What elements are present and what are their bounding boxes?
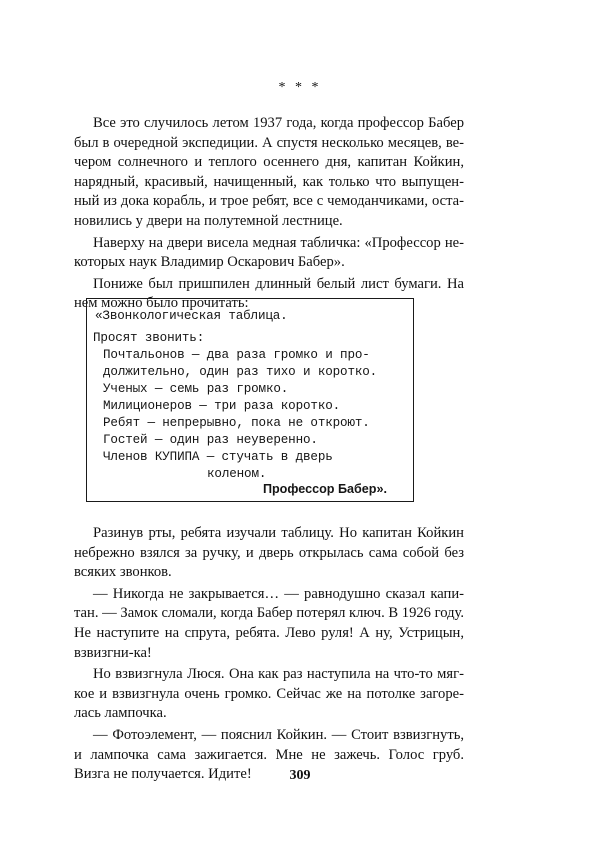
notice-line: коленом. [207, 467, 267, 481]
paragraph: Но взвизгнула Люся. Она как раз наступила на что-то мягкое и взвизгнула очень громко. Сейчас же на потолке загорелась лампочка. [74, 666, 464, 722]
paragraph: Разинув рты, ребята изучали таблицу. Но капитан Койкин небрежно взялся за ручку, и дверь открылась сама собой без всяких звонков. [74, 525, 464, 581]
text-block-top [74, 114, 464, 314]
notice-line: должительно, один раз тихо и коротко. [103, 365, 378, 379]
paragraph: Все это случилось летом 1937 года, когда профессор Бабер был в очередной экспедиции. А спустя несколько месяцев, вечером солнечного и теплого осеннего дня, капитан Койкин, нарядный, красивый, начищенный, как только что выпущенный из дока корабль, и трое ребят, все с чемоданчиками, остановились у двери на полутемной лестнице. [74, 115, 464, 229]
notice-line: Ребят — непрерывно, пока не откроют. [103, 416, 370, 430]
paragraph: Наверху на двери висела медная табличка: «Профессор некоторых наук Владимир Оскарович Бабер». [74, 234, 464, 271]
doorbell-notice [86, 298, 414, 502]
paragraph: Пониже был пришпилен длинный белый лист бумаги. На нем можно было прочитать: [74, 275, 464, 312]
section-separator: * * * [278, 80, 322, 95]
notice-line: Милиционеров — три раза коротко. [103, 399, 341, 413]
notice-line: Членов КУПИПА — стучать в дверь [103, 450, 333, 464]
paragraph: — Фотоэлемент, — пояснил Койкин. — Стоит взвизгнуть, и лампочка сама зажигается. Мне не зажечь. Голос груб. Визга не получается. Идите! [74, 726, 464, 783]
notice-signature: Профессор Бабер». [262, 482, 387, 496]
notice-line: Почтальонов — два раза громко и про- [103, 348, 370, 362]
notice-title: «Звонкологическая таблица. [95, 309, 288, 323]
text-block-bottom [74, 524, 464, 785]
page-number: 309 [289, 768, 311, 783]
notice-line: Ученых — семь раз громко. [103, 382, 289, 396]
notice-line: Гостей — один раз неуверенно. [103, 433, 318, 447]
paragraph: — Никогда не закрывается… — равнодушно сказал капитан. — Замок сломали, когда Бабер потерял ключ. В 1926 году. Не наступите на спрута, ребята. Лево руля! А ну, Устрицын, взвизгни-ка! [74, 585, 465, 661]
notice-intro: Просят звонить: [93, 331, 205, 345]
